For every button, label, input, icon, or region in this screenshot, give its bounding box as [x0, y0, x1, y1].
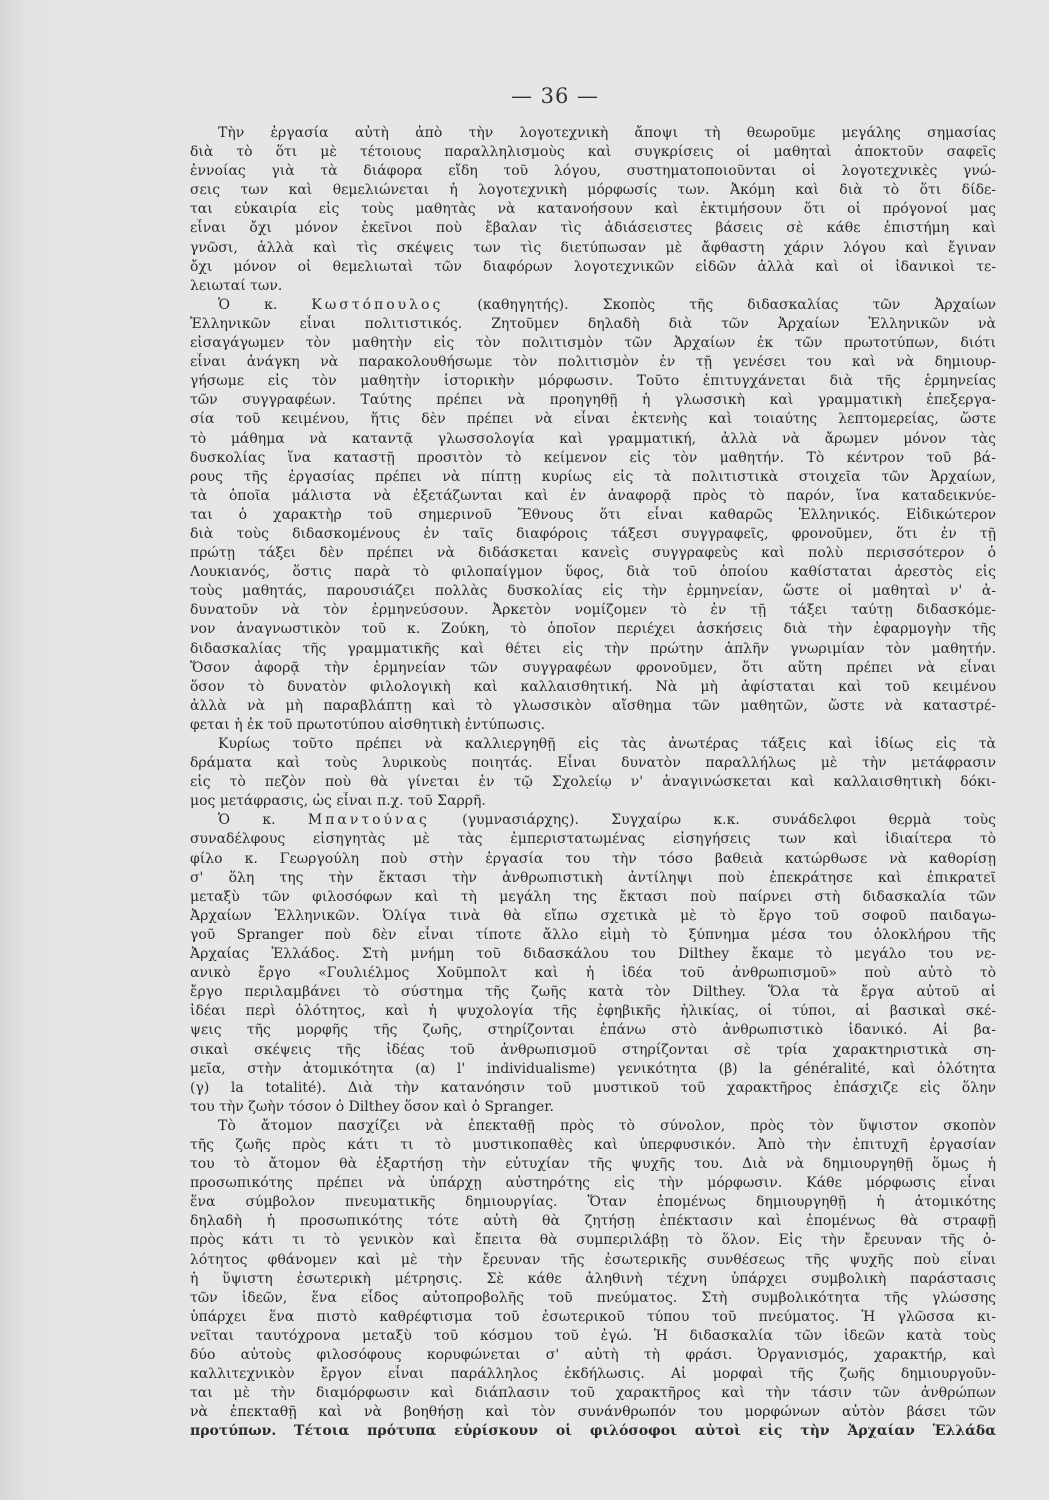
text-line: δηλαδὴ ἡ προσωπικότης τότε αὐτὴ θὰ ζητήσῃ ἐπέκτασιν καὶ ἐπομένως θὰ στραφῇ: [190, 1213, 996, 1230]
paragraph: [190, 124, 996, 296]
text-line: φεται ἡ ἐκ τοῦ πρωτοτύπου αἰσθητικὴ ἐντύπωσις.: [190, 716, 546, 733]
text-line: μεῖα, στὴν ἀτομικότητα (α) l' individualisme) γενικότητα (β) la généralité, καὶ ὁλότητα: [190, 1060, 996, 1077]
text-line: ται μὲ τὴν διαμόρφωσιν καὶ διάπλασιν τοῦ χαρακτῆρος καὶ τὴν τάσιν τῶν ἀνθρώπων: [190, 1385, 996, 1402]
text-line: συναδέλφους εἰσηγητὰς μὲ τὰς ἐμπεριστατωμένας εἰσηγήσεις των καὶ ἰδιαίτερα τὸ: [190, 831, 996, 848]
text-line: ρους τῆς ἐργασίας πρέπει νὰ πίπτῃ κυρίως εἰς τὰ πολιτιστικὰ στοιχεῖα τῶν Ἀρχαίων,: [190, 468, 996, 485]
text-line: ται ὁ χαρακτὴρ τοῦ σημερινοῦ Ἔθνους ὅτι εἶναι καθαρῶς Ἑλληνικός. Εἰδικώτερον: [190, 506, 996, 523]
text-line: ἀλλὰ νὰ μὴ παραβλάπτῃ καὶ τὸ γλωσσικὸν αἴσθημα τῶν μαθητῶν, ὥστε νὰ καταστρέ-: [190, 697, 996, 714]
text-line: ὅσον τὸ δυνατὸν φιλολογικὴ καὶ καλλαισθητική. Νὰ μὴ ἀφίσταται καὶ τοῦ κειμένου: [190, 678, 996, 695]
text-line: νὰ ἐπεκταθῇ καὶ νὰ βοηθήσῃ καὶ τὸν συνάνθρωπόν του μορφώνων αὐτὸν βάσει τῶν: [190, 1404, 996, 1421]
text-line: δύο αὐτοὺς φιλοσόφους κορυφώνεται σ' αὐτὴ τὴ φράσι. Ὀργανισμός, χαρακτήρ, καὶ: [190, 1347, 996, 1363]
text-line: πρὸς κάτι τι τὸ γενικὸν καὶ ἔπειτα θὰ συμπεριλάβῃ τὸ ὅλον. Εἰς τὴν ἔρευναν τῆς ὁ-: [190, 1232, 996, 1249]
text-line: ται εὐκαιρία εἰς τοὺς μαθητὰς νὰ κατανοήσουν καὶ ἐκτιμήσουν ὅτι οἱ πρόγονοί μας: [190, 201, 996, 218]
paragraph: [190, 1117, 996, 1442]
text-line: εἰσαγάγωμεν τὸν μαθητὴν εἰς τὸν πολιτισμὸν τῶν Ἀρχαίων ἐκ τῶν πρωτοτύπων, διότι: [190, 335, 996, 352]
text-line: τῆς ζωῆς πρὸς κάτι τι τὸ μυστικοπαθὲς καὶ ὑπερφυσικόν. Ἀπὸ τὴν ἐπιτυχῆ ἐργασίαν: [190, 1136, 996, 1153]
text-line: δυσκολίας ἵνα καταστῇ προσιτὸν τὸ κείμενον εἰς τὸν μαθητήν. Τὸ κέντρον τοῦ βά-: [190, 449, 996, 466]
text-line: Τὴν ἐργασία αὐτὴ ἀπὸ τὴν λογοτεχνικὴ ἄποψι τὴ θεωροῦμε μεγάλης σημασίας: [218, 125, 996, 141]
text-line: γήσωμε εἰς τὸν μαθητὴν ἱστορικὴν μόρφωσιν. Τοῦτο ἐπιτυγχάνεται διὰ τῆς ἑρμηνείας: [190, 373, 996, 390]
text-line: τὰ ὁποῖα μάλιστα νὰ ἐξετάζωνται καὶ ἐν ἀναφορᾷ πρὸς τὸ παρόν, ἵνα καταδεικνύε-: [190, 487, 996, 504]
text-line: διὰ τοὺς διδασκομένους ἐν ταῖς διαφόροις τάξεσι συγγραφεῖς, φρονοῦμεν, ὅτι ἐν τῇ: [190, 525, 996, 542]
text-line: ψεις τῆς μορφῆς τῆς ζωῆς, στηρίζονται ἐπάνω στὸ ἀνθρωπιστικὸ ἰδανικό. Αἱ βα-: [190, 1022, 996, 1039]
text-line: ἰδέαι περὶ ὁλότητος, καὶ ἡ ψυχολογία τῆς ἐφηβικῆς ἡλικίας, οἱ τύποι, αἱ βασικαὶ σκέ-: [190, 1003, 996, 1020]
text-line: σεις των καὶ θεμελιώνεται ἡ λογοτεχνικὴ μόρφωσίς των. Ἀκόμη καὶ διὰ τὸ ὅτι δίδε-: [190, 182, 996, 199]
text-line: Ἀρχαίων Ἑλληνικῶν. Ὀλίγα τινὰ θὰ εἴπω σχετικὰ μὲ τὸ ἔργο τοῦ σοφοῦ παιδαγω-: [190, 907, 996, 924]
text-line: τὸ μάθημα νὰ καταντᾷ γλωσσολογία καὶ γραμματική, ἀλλὰ νὰ ἄρωμεν μόνον τὰς: [190, 430, 996, 447]
paragraph: [190, 735, 996, 811]
text-line: Ἑλληνικῶν εἶναι πολιτιστικός. Ζητοῦμεν δηλαδὴ διὰ τῶν Ἀρχαίων Ἑλληνικῶν νὰ: [190, 315, 996, 332]
text-line: προσωπικότης πρέπει νὰ ὑπάρχῃ αὐστηρότης εἰς τὴν μόρφωσιν. Κάθε μόρφωσις εἶναι: [190, 1175, 996, 1192]
text-line: τῶν ἰδεῶν, ἕνα εἶδος αὐτοπροβολῆς τοῦ πνεύματος. Στὴ συμβολικότητα τῆς γλώσσης: [190, 1289, 996, 1306]
text-line: λειωταί των.: [190, 277, 283, 294]
text-line: ανικὸ ἔργο «Γουλιέλμος Χοῦμπολτ καὶ ἡ ἰδέα τοῦ ἀνθρωπισμοῦ» ποὺ αὐτὸ τὸ: [190, 965, 996, 982]
text-line: μεταξὺ τῶν φιλοσόφων καὶ τὴ μεγάλη της ἔκτασι ποὺ παίρνει στὴ διδασκαλία τῶν: [190, 888, 996, 905]
speaker-prefix: Ὁ κ.: [218, 296, 278, 313]
text-line: Λουκιανός, ὅστις παρὰ τὸ φιλοπαίγμον ὕφος, διὰ τοῦ ὁποίου καθίσταται ἀρεστὸς εἰς: [190, 564, 996, 581]
text-line: [190, 296, 996, 315]
text-line: ἕνα σύμβολον πνευματικῆς δημιουργίας. Ὅταν ἐπομένως δημιουργηθῇ ἡ ἀτομικότης: [190, 1194, 996, 1211]
text-line: εἰς τὸ πεζὸν ποὺ θὰ γίνεται ἐν τῷ Σχολείῳ ν' ἀναγινώσκεται καὶ καλλαισθητικὴ δόκι-: [190, 774, 996, 791]
text-line: ἐννοίας γιὰ τὰ διάφορα εἴδη τοῦ λόγου, συστηματοποιοῦνται οἱ λογοτεχνικὲς γνώ-: [190, 163, 996, 180]
text-line: διδασκαλίας τῆς γραμματικῆς καὶ θέτει εἰς τὴν πρώτην ἁπλῆν γνωριμίαν τὸν μαθητήν.: [190, 640, 996, 657]
text-line: Ὅσον ἀφορᾷ τὴν ἑρμηνείαν τῶν συγγραφέων φρονοῦμεν, ὅτι αὕτη πρέπει νὰ εἶναι: [190, 659, 996, 676]
text-line: Τὸ ἄτομον πασχίζει νὰ ἐπεκταθῇ πρὸς τὸ σύνολον, πρὸς τὸν ὕψιστον σκοπὸν: [218, 1117, 996, 1134]
text-line: λότητος φθάνομεν καὶ μὲ τὴν ἔρευναν τῆς ἐσωτερικῆς συνθέσεως τῆς ψυχῆς ποὺ εἶναι: [190, 1251, 996, 1268]
text-line: του τὸ ἄτομον θὰ ἐξαρτήσῃ τὴν εὐτυχίαν τῆς ψυχῆς του. Διὰ νὰ δημιουργηθῇ ὅμως ἡ: [190, 1156, 996, 1173]
text-line: [190, 811, 996, 830]
text-line: διὰ τὸ ὅτι μὲ τέτοιους παραλληλισμοὺς καὶ συγκρίσεις οἱ μαθηταὶ ἀποκτοῦν σαφεῖς: [190, 144, 996, 161]
text-line: εἶναι ἀνάγκη νὰ παρακολουθήσωμε τὸν πολιτισμὸν ἐν τῇ γενέσει του καὶ νὰ δημιουρ-: [190, 354, 996, 371]
text-line: σικαὶ σκέψεις τῆς ἰδέας τοῦ ἀνθρωπισμοῦ στηρίζονται σὲ τρία χαρακτηριστικὰ ση-: [190, 1041, 996, 1058]
text-line: νον ἀναγνωστικὸν τοῦ κ. Ζούκη, τὸ ὁποῖον περιέχει ἀσκήσεις διὰ τὴν ἐφαρμογὴν τῆς: [190, 621, 996, 638]
text-line: Ἀρχαίας Ἑλλάδος. Στὴ μνήμη τοῦ διδασκάλου του Dilthey ἔκαμε τὸ μεγάλο του νε-: [190, 946, 996, 963]
text-line: τῶν συγγραφέων. Ταύτης πρέπει νὰ προηγηθῇ ἡ γλωσσικὴ καὶ γραμματικὴ ἐπεξεργα-: [190, 392, 996, 409]
text-line: δυνατοῦν νὰ τὸν ἑρμηνεύσουν. Ἀρκετὸν νομίζομεν τὸ ἐν τῇ τάξει ταύτῃ διδασκόμε-: [190, 602, 996, 619]
text-line: Κυρίως τοῦτο πρέπει νὰ καλλιεργηθῇ εἰς τὰς ἀνωτέρας τάξεις καὶ ἰδίως εἰς τὰ: [218, 736, 996, 752]
paragraph: [190, 811, 996, 1117]
document-body: [190, 124, 996, 1441]
text-line: ὄχι μόνον οἱ θεμελιωταὶ τῶν διαφόρων λογοτεχνικῶν εἰδῶν ἀλλὰ καὶ οἱ ἰδανικοὶ τε-: [190, 258, 996, 275]
text-line: γνῶσι, ἀλλὰ καὶ τὶς σκέψεις των τὶς διετύπωσαν μὲ ἄφθαστη χάριν λόγου καὶ ἔγιναν: [190, 239, 996, 256]
text-line: σ' ὅλη της τὴν ἔκτασι τὴν ἀνθρωπιστικὴ ἀντίληψι ποὺ ἐπεκράτησε καὶ ἐπικρατεῖ: [190, 869, 996, 886]
speaker-name: Κωστόπουλος: [311, 296, 444, 313]
speaker-suffix: (καθηγητής). Σκοπὸς τῆς διδασκαλίας τῶν Ἀρχαίων: [477, 296, 996, 313]
text-line: ἡ ὕψιστη ἐσωτερικὴ μέτρησις. Σὲ κάθε ἀληθινὴ τέχνη ὑπάρχει συμβολικὴ παράστασις: [190, 1270, 996, 1287]
text-line: γοῦ Spranger ποὺ δὲν εἶναι τίποτε ἄλλο εἰμὴ τὸ ξύπνημα μέσα του ὁλοκλήρου τῆς: [190, 926, 996, 943]
text-line: φίλο κ. Γεωργούλη ποὺ στὴν ἐργασία του τὴν τόσο βαθειὰ κατώρθωσε νὰ καθορίσῃ: [190, 850, 996, 867]
text-line: καλλιτεχνικὸν ἔργον εἶναι παράλληλος ἐκδήλωσις. Αἱ μορφαὶ τῆς ζωῆς δημιουργοῦν-: [190, 1366, 996, 1383]
page-number: — 36 —: [510, 84, 600, 108]
text-line: του τὴν ζωὴν τόσον ὁ Dilthey ὅσον καὶ ὁ Spranger.: [190, 1098, 554, 1115]
text-line: ὑπάρχει ἕνα πιστὸ καθρέφτισμα τοῦ ἐσωτερικοῦ τύπου τοῦ πνεύματος. Ἡ γλῶσσα κι-: [190, 1308, 996, 1325]
speaker-prefix: Ὁ κ.: [218, 812, 276, 829]
text-line: ἔργο περιλαμβάνει τὸ σύστημα τῆς ζωῆς κατὰ τὸν Dilthey. Ὅλα τὰ ἔργα αὐτοῦ αἱ: [190, 984, 996, 1001]
text-line: σία τοῦ κειμένου, ἥτις δὲν πρέπει νὰ εἶναι ἐκτενὴς καὶ τοιαύτης λεπτομερείας, ὥστε: [190, 411, 996, 428]
text-line: μος μετάφρασις, ὡς εἶναι π.χ. τοῦ Σαρρῆ.: [190, 793, 486, 810]
paragraph: [190, 296, 996, 735]
speaker-suffix: (γυμνασιάρχης). Συγχαίρω κ.κ. συνάδελφοι θερμὰ τοὺς: [462, 812, 996, 829]
text-line: πρώτῃ τάξει δὲν πρέπει νὰ διδάσκεται κανεὶς συγγραφεὺς καὶ πολὺ περισσότερον ὁ: [190, 545, 996, 562]
text-line: (γ) la totalité). Διὰ τὴν κατανόησιν τοῦ μυστικοῦ τοῦ χαρακτῆρος ἐπάσχιζε εἰς ὅλην: [190, 1079, 996, 1096]
text-line: δράματα καὶ τοὺς λυρικοὺς ποιητάς. Εἶναι δυνατὸν παραλλήλως μὲ τὴν μετάφρασιν: [190, 755, 996, 772]
text-line: εἶναι ὄχι μόνον ἐκεῖνοι ποὺ ἔβαλαν τὶς ἀδιάσειστες βάσεις σὲ κάθε ἐπιστήμη καὶ: [190, 220, 996, 237]
speaker-name: Μπαντούνας: [307, 812, 430, 829]
text-line: τοὺς μαθητάς, παρουσιάζει πολλὰς δυσκολίας εἰς τὴν ἑρμηνείαν, ὥστε οἱ μαθηταὶ ν' ἀ-: [190, 583, 996, 600]
text-line: προτύπων. Τέτοια πρότυπα εὑρίσκουν οἱ φιλόσοφοι αὐτοὶ εἰς τὴν Ἀρχαίαν Ἑλλάδα: [190, 1423, 996, 1440]
text-line: νεῖται ταυτόχρονα μεταξὺ τοῦ κόσμου τοῦ ἐγώ. Ἡ διδασκαλία τῶν ἰδεῶν κατὰ τοὺς: [190, 1327, 996, 1344]
